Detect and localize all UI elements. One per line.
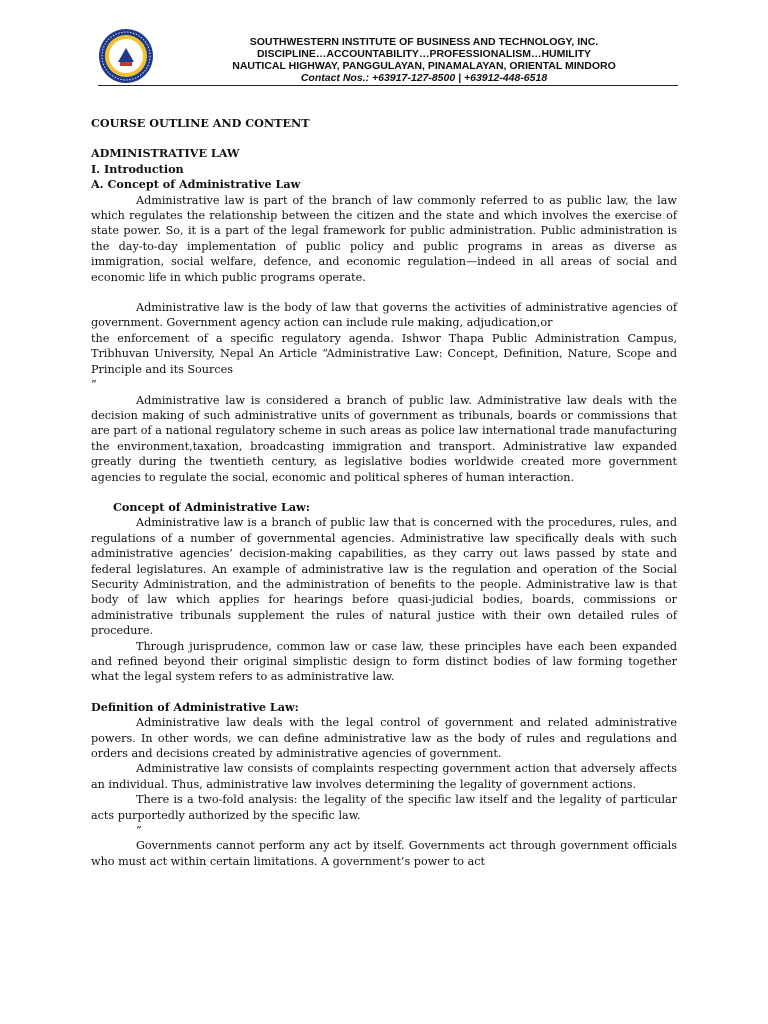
closing-quote-2: ” xyxy=(136,824,142,838)
paragraph-8: There is a two-fold analysis: the legality of the specific law itself and the legality of particular acts purportedly authorized by the specific law. xyxy=(91,793,677,822)
section-introduction: I. Introduction xyxy=(91,161,184,176)
paragraph-3: Administrative law is considered a branch of public law. Administrative law deals with the decision making of such administrative units of government as tribunals, boards or commissions that are part of a national regulatory scheme in such areas as police law international trade manufacturing the environment,taxation, broadcasting immigration and transport. Administrative law expanded greatly during the twentieth century, as legislative bodies worldwide created more government agencies to regulate the social, economic and political spheres of human interaction. xyxy=(91,393,677,484)
paragraph-4: Administrative law is a branch of public law that is concerned with the procedures, rules, and regulations of a number of governmental agencies. Administrative law specifically deals with such administrative agencies’ decision-making capabilities, as they carry out laws passed by state and federal legislatures. An example of administrative law is the regulation and operation of the Social Security Administration, and the administration of benefits to the people. Administrative law is that body of law which applies for hearings before quasi-judicial bodies, boards, commissions or administrative tribunals supplement the rules of natural justice with their own detailed rules of procedure. xyxy=(91,516,677,638)
document-body xyxy=(91,116,677,869)
subject-title: ADMINISTRATIVE LAW xyxy=(91,146,240,161)
paragraph-2a: Administrative law is the body of law that governs the activities of administrative agencies of government. Government agency action can include rule making, adjudication,or xyxy=(91,301,677,330)
paragraph-6: Administrative law deals with the legal control of government and related administrative powers. In other words, we can define administrative law as the body of rules and regulations and orders and decisions created by administrative agencies of government. xyxy=(91,716,677,761)
course-title: COURSE OUTLINE AND CONTENT xyxy=(91,116,310,130)
paragraph-9: Governments cannot perform any act by itself. Governments act through government officials who must act within certain limitations. A government’s power to act xyxy=(91,839,677,868)
paragraph-5: Through jurisprudence, common law or case law, these principles have each been expanded and refined beyond their original simplistic design to form distinct bodies of law forming together what the legal system refers to as administrative law. xyxy=(91,639,677,684)
paragraph-2b: the enforcement of a specific regulatory agenda. Ishwor Thapa Public Administration Campus, Tribhuvan University, Nepal An Article “Administrative Law: Concept, Definition, Nature, Scope and Principle and its Sources xyxy=(91,331,677,376)
school-name: SOUTHWESTERN INSTITUTE OF BUSINESS AND TECHNOLOGY, INC. xyxy=(249,36,599,48)
school-seal-logo xyxy=(98,28,154,84)
school-contact: Contact Nos.: +63917-127-8500 | +63912-448-6518 xyxy=(300,72,548,84)
letterhead-text xyxy=(170,36,678,84)
header-divider xyxy=(98,85,678,86)
school-motto: DISCIPLINE…ACCOUNTABILITY…PROFESSIONALISM…HUMILITY xyxy=(256,48,592,60)
closing-quote-1: ” xyxy=(91,378,97,392)
paragraph-7: Administrative law consists of complaints respecting government action that adversely affects an individual. Thus, administrative law involves determining the legality of government actions. xyxy=(91,762,677,791)
section-concept: A. Concept of Administrative Law xyxy=(91,177,301,192)
concept-heading: Concept of Administrative Law: xyxy=(113,499,310,514)
paragraph-1: Administrative law is part of the branch of law commonly referred to as public law, the law which regulates the relationship between the citizen and the state and which involves the exercise of state power. So, it is a part of the legal framework for public administration. Public administration is the day-to-day implementation of public policy and public programs in areas as diverse as immigration, social welfare, defence, and economic regulation—indeed in all areas of social and economic life in which public programs operate. xyxy=(91,193,677,284)
definition-heading: Definition of Administrative Law: xyxy=(91,699,299,714)
school-address: NAUTICAL HIGHWAY, PANGGULAYAN, PINAMALAYAN, ORIENTAL MINDORO xyxy=(232,60,616,72)
letterhead xyxy=(98,28,678,86)
